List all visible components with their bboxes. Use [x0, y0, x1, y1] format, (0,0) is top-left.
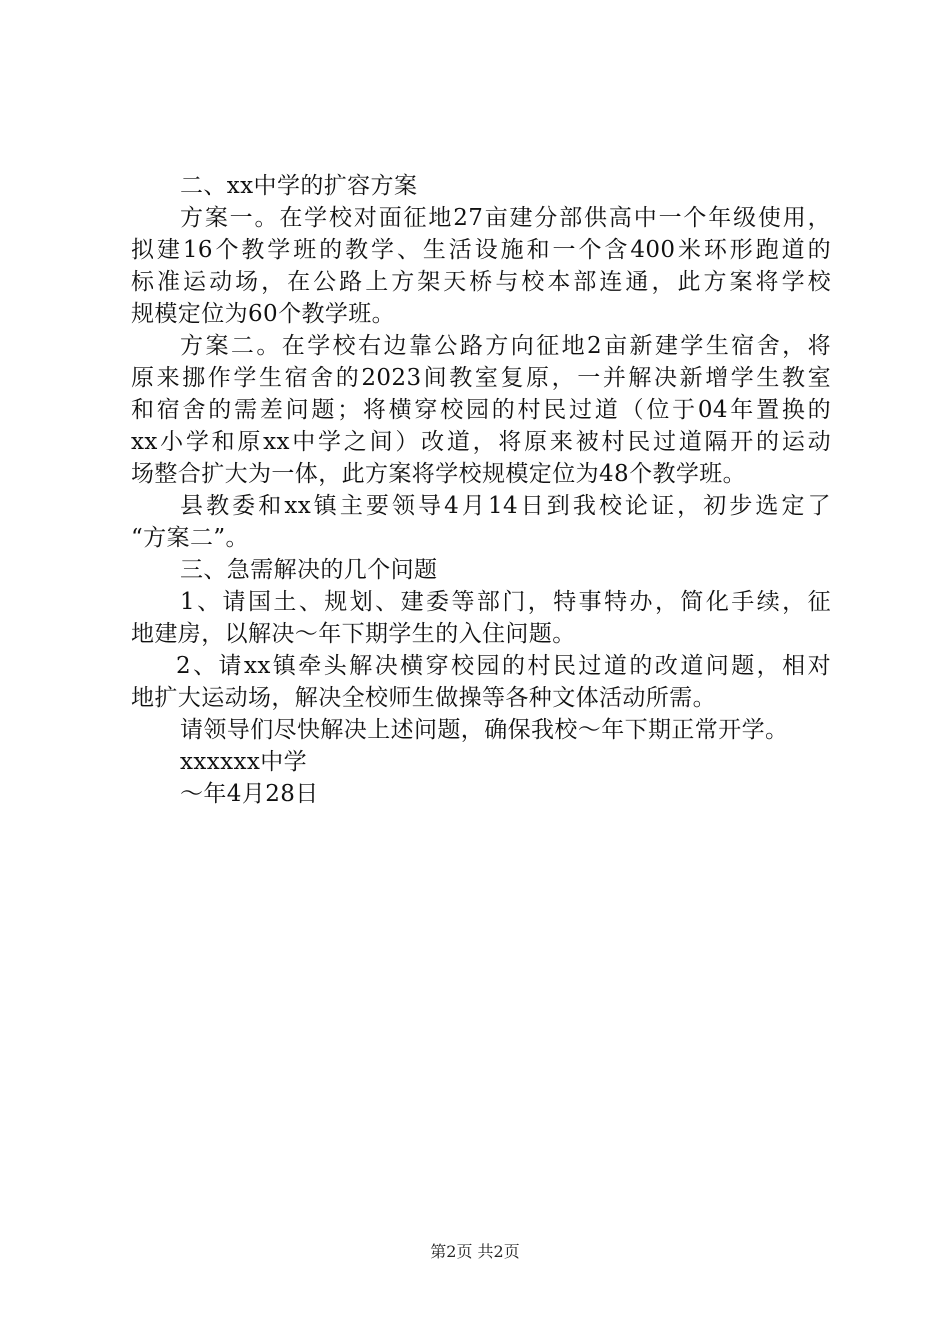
paragraph-line: 和宿舍的需差问题；将横穿校园的村民过道（位于04年置换的	[131, 397, 831, 423]
paragraph-line: 县教委和xx镇主要领导4月14日到我校论证，初步选定了	[180, 493, 831, 519]
paragraph-line: xx小学和原xx中学之间）改道，将原来被村民过道隔开的运动	[131, 429, 831, 455]
paragraph-line: “方案二”。	[131, 525, 249, 551]
closing-request: 请领导们尽快解决上述问题，确保我校～年下期正常开学。	[180, 717, 789, 743]
document-body	[131, 170, 831, 810]
signature-school: xxxxxx中学	[180, 749, 308, 775]
paragraph-line: 标准运动场，在公路上方架天桥与校本部连通，此方案将学校	[131, 269, 831, 295]
paragraph-line: 方案二。在学校右边靠公路方向征地2亩新建学生宿舍，将	[180, 333, 831, 359]
paragraph-line: 原来挪作学生宿舍的2023间教室复原，一并解决新增学生教室	[131, 365, 831, 391]
section-heading-expansion: 二、xx中学的扩容方案	[180, 173, 418, 199]
paragraph-line: 拟建16个教学班的教学、生活设施和一个含400米环形跑道的	[131, 237, 831, 263]
list-item-line: 地扩大运动场，解决全校师生做操等各种文体活动所需。	[131, 685, 716, 711]
section-heading-issues: 三、急需解决的几个问题	[180, 557, 438, 583]
paragraph-line: 方案一。在学校对面征地27亩建分部供高中一个年级使用，	[180, 205, 831, 231]
signature-date: ～年4月28日	[180, 781, 319, 807]
page-number-footer: 第2页 共2页	[430, 1242, 520, 1261]
paragraph-line: 场整合扩大为一体，此方案将学校规模定位为48个教学班。	[131, 461, 747, 487]
list-item-line: 2、请xx镇牵头解决横穿校园的村民过道的改道问题，相对	[176, 653, 831, 679]
paragraph-line: 规模定位为60个教学班。	[131, 301, 396, 327]
list-item-line: 1、请国土、规划、建委等部门，特事特办，简化手续，征	[180, 589, 831, 615]
list-item-line: 地建房，以解决～年下期学生的入住问题。	[131, 621, 576, 647]
